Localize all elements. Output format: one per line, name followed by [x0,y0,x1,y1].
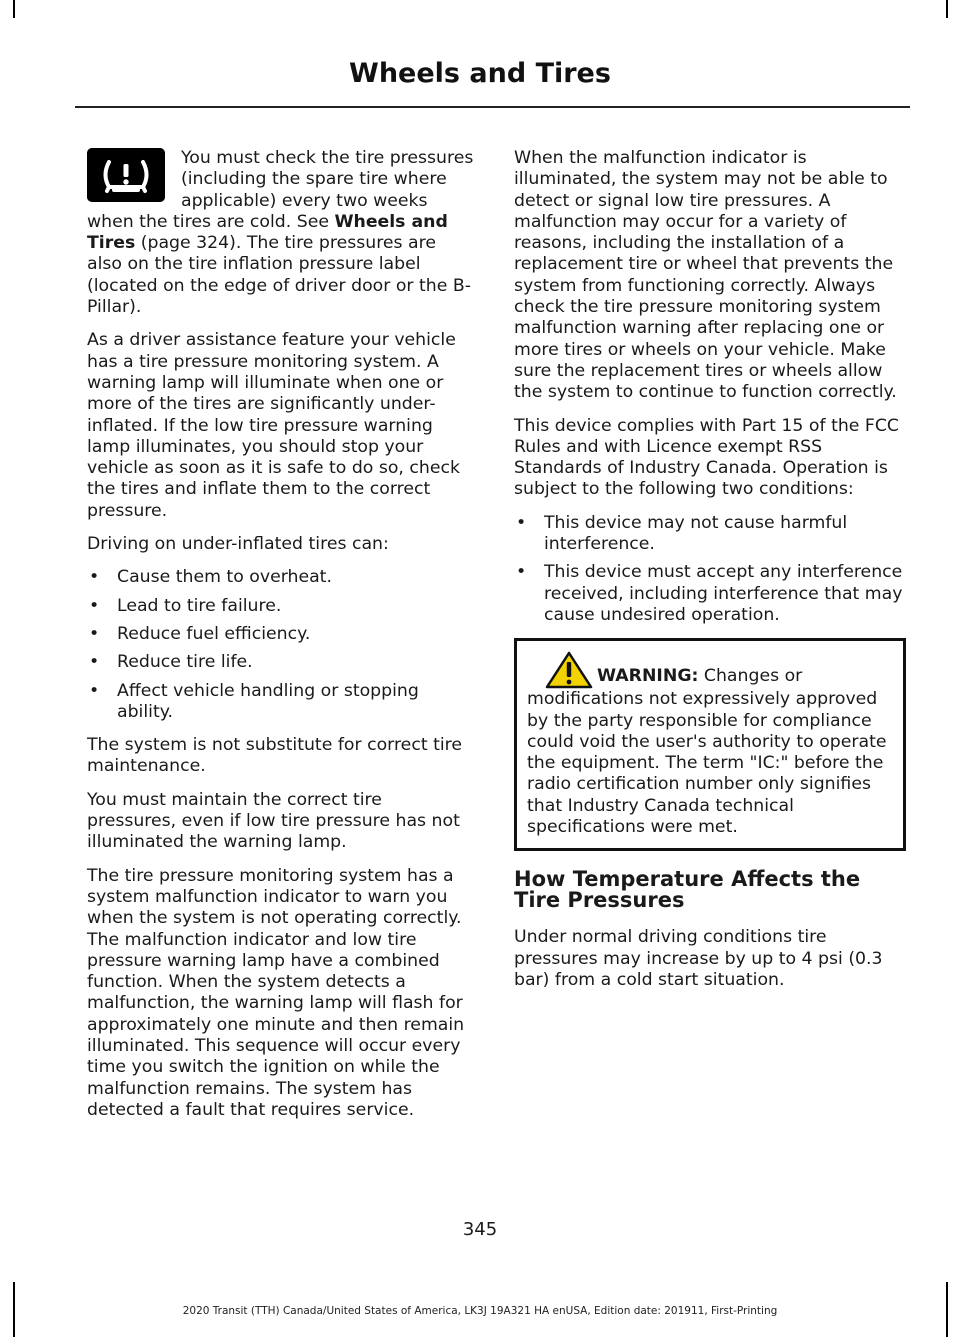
crop-mark-top-left [13,0,15,18]
bullet-dot: • [516,562,527,583]
malfunction-indicator-paragraph: The tire pressure monitoring system has a system malfunction indicator to warn you when the system is not operating correctly. The malfunction indicator and low tire pressure warning lamp have a combined function. When the system detects a malfunction, the warning lamp will flash for approximately one minute and then remain illuminated. This sequence will occur every time you switch the ignition on while the malfunction remains. The system has detected a fault that requires service. [87,865,465,1120]
underinflated-list [87,567,475,723]
malfunction-detail-paragraph: When the malfunction indicator is illuminated, the system may not be able to detect or signal low tire pressures. A malfunction may occur for a variety of reasons, including the installation of a replacement tire or wheel that prevents the system from functioning correctly. Always check the tire pressure monitoring system malfunction warning after replacing one or more tires or wheels on your vehicle. Make sure the replacement tires or wheels allow the system to continue to function correctly. [514,148,897,403]
bullet-dot: • [89,623,100,644]
maintain-pressure-paragraph: You must maintain the correct tire pressures, even if low tire pressure has not illuminated the warning lamp. [87,789,460,853]
list-item [87,596,475,617]
tire-check-text-2: (page 324). The tire pressures are also on the tire inflation pressure label (located on the edge of driver door or the B-Pillar). [87,233,471,318]
page-title: Wheels and Tires [349,58,611,89]
list-item [87,681,475,724]
list-item-text: Affect vehicle handling or stopping ability. [117,680,419,722]
footer-edition-info: 2020 Transit (TTH) Canada/United States of America, LK3J 19A321 HA enUSA, Edition date: 201911, First-Printing [182,1305,778,1317]
warning-text: Changes or modifications not expressively approved by the party responsible for compliance could void the user's authority to operate the equipment. The term "IC:" before the radio certification number only signifies that Industry Canada technical specifications were met. [527,666,887,838]
header-rule [75,106,910,108]
page-number: 345 [462,1219,498,1240]
warning-label: WARNING: [597,666,699,687]
list-item-text: Reduce fuel efficiency. [117,623,311,644]
tpms-icon-wrapper [87,148,175,206]
list-item-text: Reduce tire life. [117,652,253,673]
wheels-and-tires-link[interactable]: Wheels and Tires [87,211,448,254]
list-item [87,652,475,673]
list-item-text: This device may not cause harmful interference. [544,512,848,555]
tire-check-paragraph [87,148,475,318]
list-item-text: Cause them to overheat. [117,567,332,588]
temperature-paragraph: Under normal driving conditions tire pressures may increase by up to 4 psi (0.3 bar) from a cold start situation. [514,927,883,990]
tire-check-text-1: You must check the tire pressures (including the spare tire where applicable) every two weeks when the tires are cold. See [87,148,474,232]
underinflated-intro: Driving on under-inflated tires can: [87,534,389,555]
list-item [514,513,906,556]
bullet-dot: • [516,512,527,533]
warning-box [514,638,906,851]
crop-mark-top-right [946,0,948,18]
list-item [87,567,475,588]
list-item-text: This device must accept any interference received, including interference that may cause undesired operation. [544,562,903,625]
not-substitute-paragraph: The system is not substitute for correct tire maintenance. [87,735,463,777]
tire-pressure-warning-icon [87,148,165,202]
list-item [514,562,906,626]
bullet-dot: • [89,652,100,673]
bullet-dot: • [89,567,100,588]
tpms-intro-paragraph: As a driver assistance feature your vehicle has a tire pressure monitoring system. A warning lamp will illuminate when one or more of the tires are significantly under-inflated. If the low tire pressure warning lamp illuminates, you should stop your vehicle as soon as it is safe to do so, check the tires and inflate them to the correct pressure. [87,330,461,521]
list-item-text: Lead to tire failure. [117,595,282,616]
bullet-dot: • [89,680,100,701]
left-column [87,148,475,1133]
list-item [87,624,475,645]
bullet-dot: • [89,595,100,616]
fcc-compliance-paragraph: This device complies with Part 15 of the FCC Rules and with Licence exempt RSS Standards of Industry Canada. Operation is subject to the following two conditions: [514,415,899,500]
section-heading: How Temperature Affects the Tire Pressures [514,867,861,913]
fcc-conditions-list [514,513,906,626]
warning-triangle-icon [545,651,593,689]
right-column [514,148,906,1003]
